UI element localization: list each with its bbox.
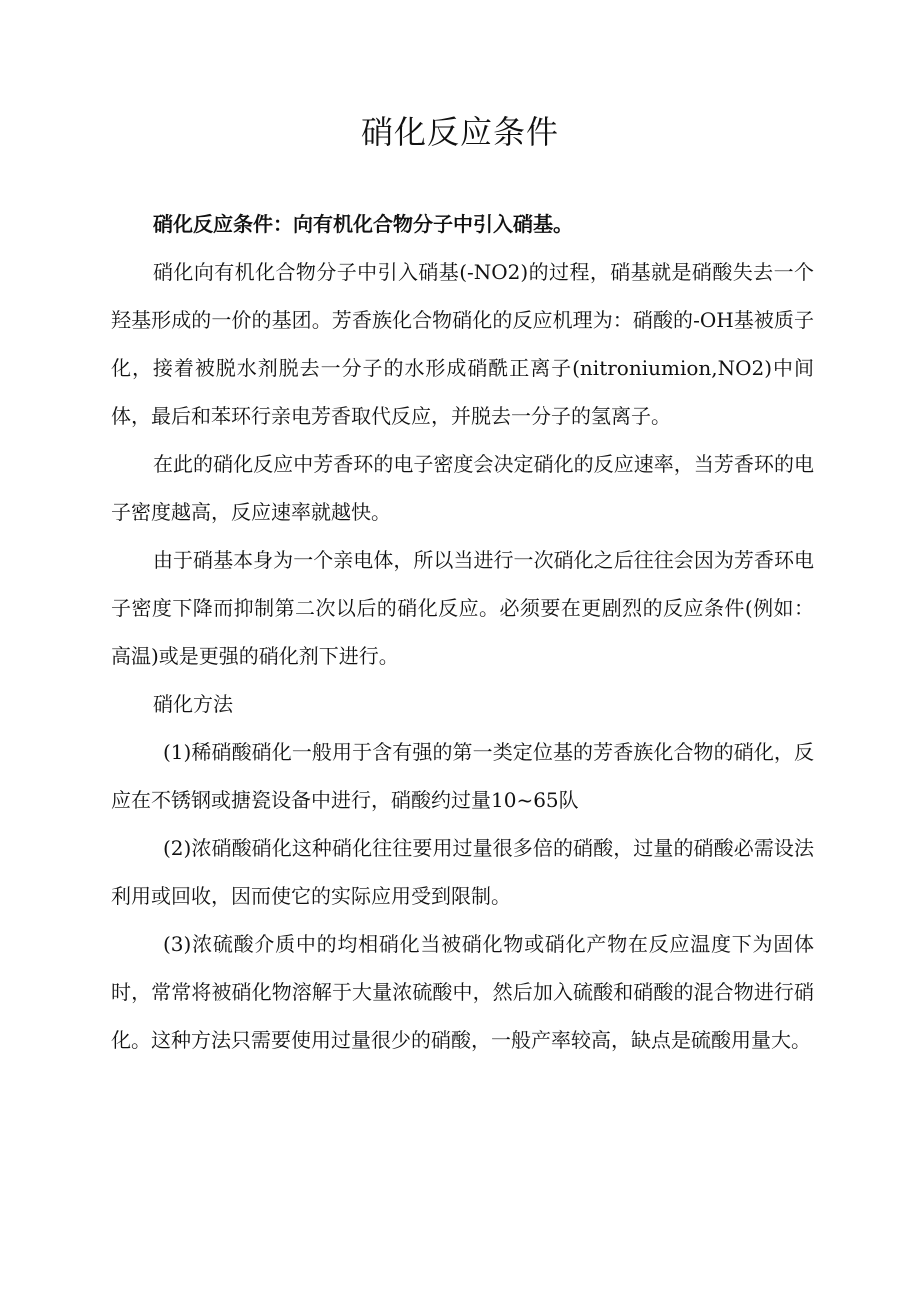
methods-heading: 硝化方法 — [153, 692, 233, 716]
nitration-definition-paragraph: 硝化向有机化合物分子中引入硝基(-NO2)的过程，硝基就是硝酸失去一个羟基形成的一价的基团。芳香族化合物硝化的反应机理为：硝酸的-OH基被质子化，接着被脱水剂脱去一分子的水形成硝酰正离子(nitroniumion,NO2)中间体，最后和苯环行亲电芳香取代反应，并脱去一分子的氢离子。 — [111, 260, 814, 428]
method-concentrated-nitric-paragraph: (2)浓硝酸硝化这种硝化往往要用过量很多倍的硝酸，过量的硝酸必需设法利用或回收，因而使它的实际应用受到限制。 — [111, 836, 814, 908]
electron-density-paragraph: 在此的硝化反应中芳香环的电子密度会决定硝化的反应速率，当芳香环的电子密度越高，反应速率就越快。 — [111, 452, 814, 524]
document-body — [111, 200, 814, 1064]
document-title: 硝化反应条件 — [360, 113, 559, 151]
nitro-electrophile-paragraph: 由于硝基本身为一个亲电体，所以当进行一次硝化之后往往会因为芳香环电子密度下降而抑制第二次以后的硝化反应。必须要在更剧烈的反应条件(例如：高温)或是更强的硝化剂下进行。 — [111, 548, 814, 668]
method-sulfuric-medium-paragraph: (3)浓硫酸介质中的均相硝化当被硝化物或硝化产物在反应温度下为固体时，常常将被硝化物溶解于大量浓硫酸中，然后加入硫酸和硝酸的混合物进行硝化。这种方法只需要使用过量很少的硝酸，一般产率较高，缺点是硫酸用量大。 — [111, 932, 814, 1052]
summary-paragraph: 硝化反应条件：向有机化合物分子中引入硝基。 — [153, 212, 573, 236]
method-dilute-nitric-paragraph: (1)稀硝酸硝化一般用于含有强的第一类定位基的芳香族化合物的硝化，反应在不锈钢或搪瓷设备中进行，硝酸约过量10~65队 — [111, 740, 814, 812]
